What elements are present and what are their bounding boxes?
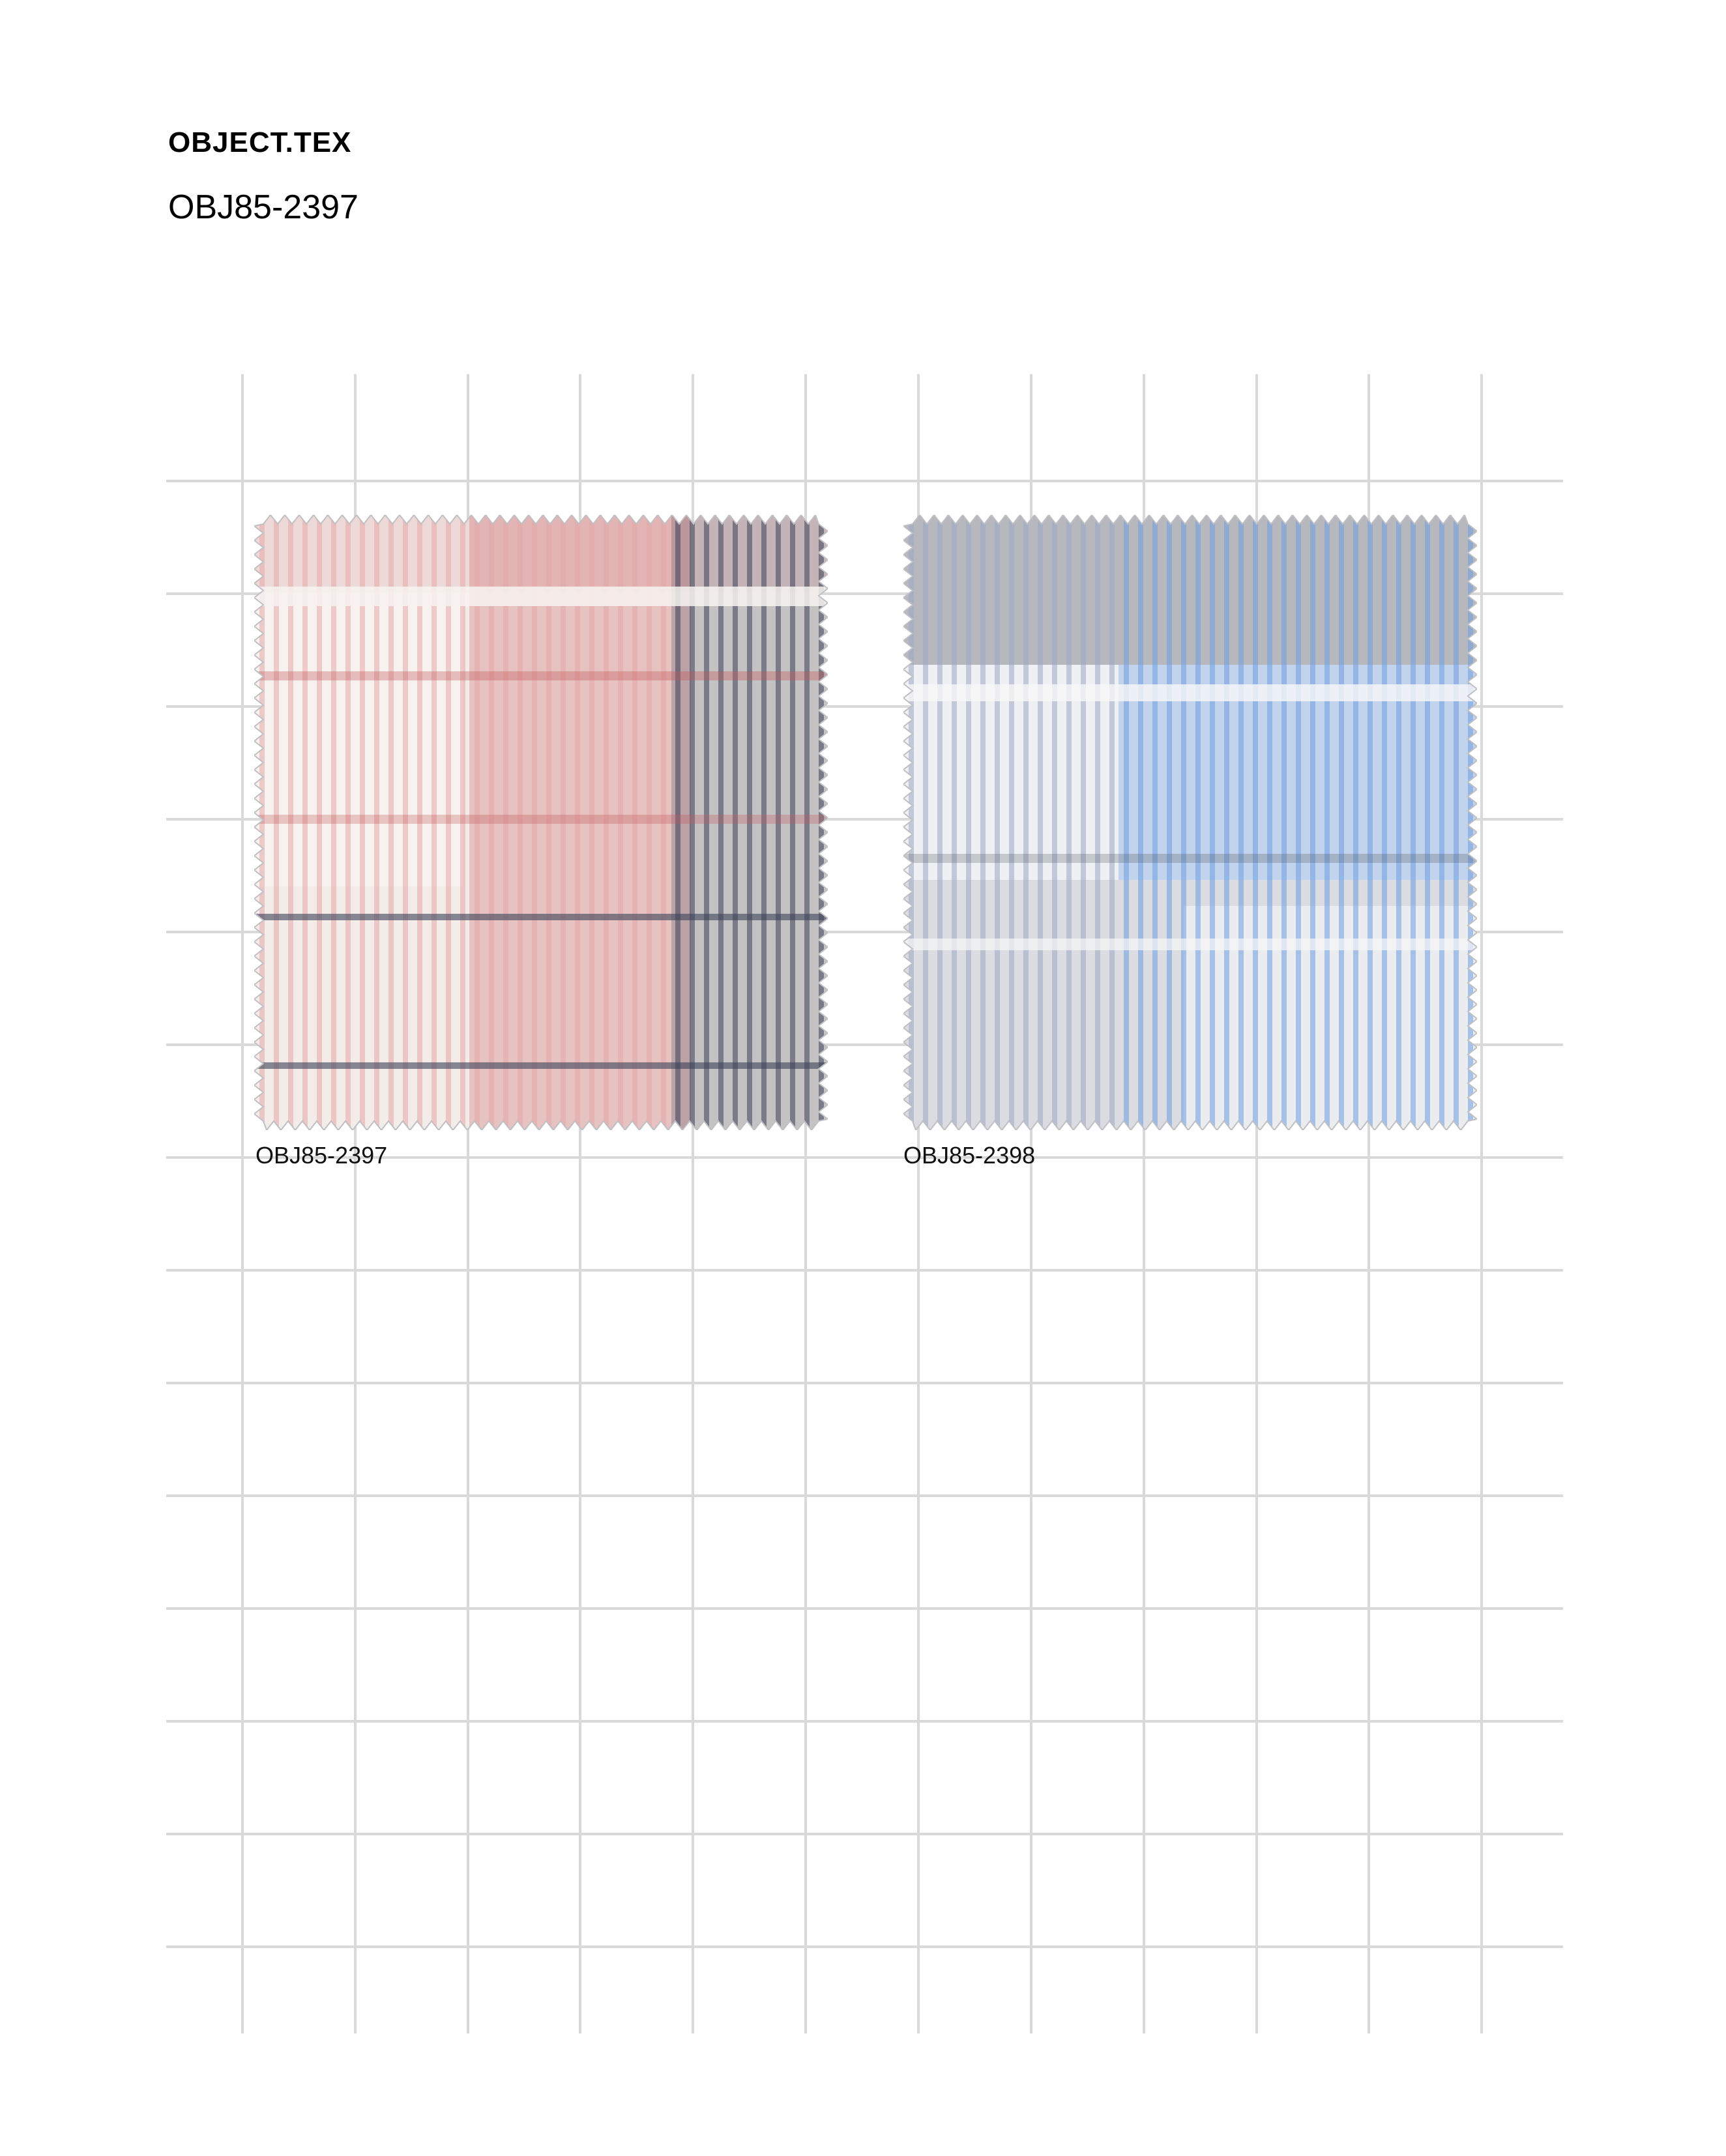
- knit-rib: [1396, 515, 1401, 1130]
- horizontal-stripe: [254, 587, 828, 606]
- horizontal-stripe: [254, 1062, 828, 1069]
- knit-rib: [1281, 515, 1287, 1130]
- knit-rib: [966, 515, 971, 1130]
- horizontal-stripe: [254, 671, 828, 680]
- knit-rib: [1382, 515, 1387, 1130]
- knit-rib: [1310, 515, 1315, 1130]
- brand-title: OBJECT.TEX: [168, 126, 352, 158]
- knit-rib: [1253, 515, 1258, 1130]
- knit-rib: [1009, 515, 1014, 1130]
- plaid-band: [903, 515, 1477, 665]
- knit-rib: [1095, 515, 1100, 1130]
- horizontal-stripe: [254, 914, 828, 920]
- knit-rib: [1081, 515, 1086, 1130]
- knit-rib: [1224, 515, 1229, 1130]
- swatch-label: OBJ85-2398: [903, 1142, 1036, 1169]
- knit-rib: [980, 515, 986, 1130]
- knit-rib: [1052, 515, 1057, 1130]
- knit-rib: [923, 515, 928, 1130]
- plaid-band: [254, 515, 828, 593]
- knit-rib: [1368, 515, 1373, 1130]
- knit-rib: [1167, 515, 1172, 1130]
- knit-rib: [1124, 515, 1129, 1130]
- knit-rib: [1023, 515, 1029, 1130]
- knit-rib: [1425, 515, 1430, 1130]
- knit-rib: [1324, 515, 1330, 1130]
- knit-rib: [1210, 515, 1215, 1130]
- horizontal-stripe: [903, 854, 1477, 863]
- knit-rib: [952, 515, 957, 1130]
- knit-rib: [1138, 515, 1143, 1130]
- knit-rib: [1152, 515, 1158, 1130]
- knit-rib: [1195, 515, 1201, 1130]
- knit-rib: [1296, 515, 1301, 1130]
- knit-rib: [1038, 515, 1043, 1130]
- horizontal-stripe: [254, 815, 828, 824]
- fabric-swatch-blue-check: [903, 515, 1477, 1130]
- fabric-swatch-red-check: [254, 515, 828, 1130]
- swatch-label: OBJ85-2397: [256, 1142, 388, 1169]
- horizontal-stripe: [903, 684, 1477, 701]
- knit-rib: [1066, 515, 1072, 1130]
- knit-rib: [1267, 515, 1272, 1130]
- product-code: OBJ85-2397: [168, 188, 358, 226]
- knit-rib: [1454, 515, 1459, 1130]
- swatch-obj85-2397[interactable]: [254, 515, 828, 1130]
- knit-rib: [1339, 515, 1344, 1130]
- knit-rib: [995, 515, 1000, 1130]
- knit-rib: [1353, 515, 1358, 1130]
- knit-rib: [1238, 515, 1244, 1130]
- knit-rib: [1181, 515, 1186, 1130]
- knit-rib: [1109, 515, 1115, 1130]
- horizontal-stripe: [903, 939, 1477, 950]
- swatch-obj85-2398[interactable]: [903, 515, 1477, 1130]
- knit-rib: [937, 515, 943, 1130]
- knit-rib: [1439, 515, 1444, 1130]
- knit-rib: [1411, 515, 1416, 1130]
